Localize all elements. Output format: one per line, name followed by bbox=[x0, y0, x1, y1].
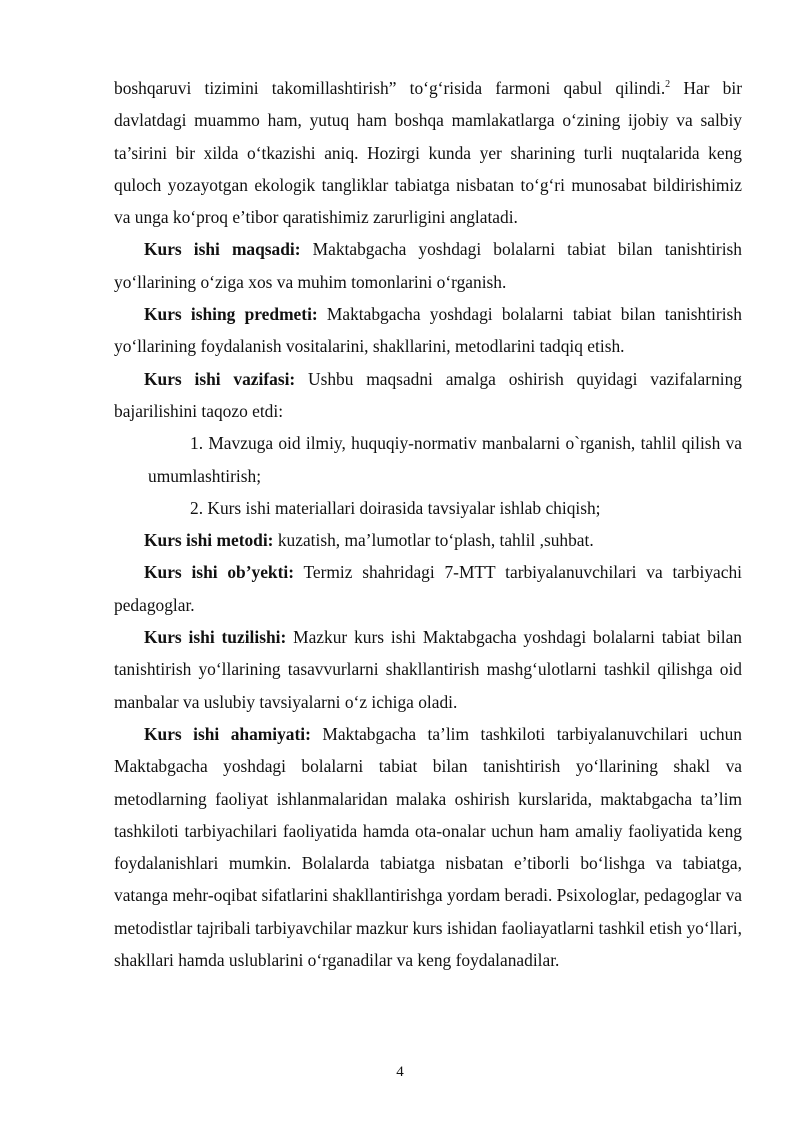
intro-text-cont: Har bir davlatdagi muammo ham, yutuq ham boshqa mamlakatlarga o‘zining ijobiy va salbiy ta’sirini bir xilda o‘tkazishi aniq. Hozirgi kunda yer sharining turli nuqtalarida keng quloch yozayotgan ekologik tangliklar tabiatga nisbatan to‘g‘ri munosabat bildirishimiz va unga ko‘proq e’tibor qaratishimiz zarurligini anglatadi. bbox=[114, 78, 742, 228]
section-obyekti bbox=[114, 556, 742, 621]
intro-text: boshqaruvi tizimini takomillashtirish” to‘g‘risida farmoni qabul qilindi. bbox=[114, 78, 666, 98]
section-text: Maktabgacha yoshdagi bolalarni tabiat bilan tanishtirish yo‘llarining o‘ziga xos va muhim tomonlarini o‘rganish. bbox=[114, 239, 742, 292]
section-label: Kurs ishi ahamiyati: bbox=[144, 723, 311, 744]
section-text: Termiz shahridagi 7-MTT tarbiyalanuvchilari va tarbiyachi pedagoglar. bbox=[114, 562, 742, 615]
section-label: Kurs ishi metodi: bbox=[144, 530, 274, 551]
section-text: Mazkur kurs ishi Maktabgacha yoshdagi bolalarni tabiat bilan tanishtirish yo‘llarining tasavvurlarni shakllantirish mashg‘ulotlarni tashkil qilishga oid manbalar va uslubiy tavsiyalarni o‘z ichiga oladi. bbox=[114, 627, 742, 712]
section-text: Ushbu maqsadni amalga oshirish quyidagi vazifalarning bajarilishini taqozo etdi: bbox=[114, 368, 742, 421]
task-item-2: 2. Kurs ishi materiallari doirasida tavsiyalar ishlab chiqish; bbox=[190, 497, 601, 518]
section-label: Kurs ishi ob’yekti: bbox=[144, 562, 295, 583]
section-predmeti bbox=[114, 298, 742, 363]
intro-paragraph bbox=[114, 72, 742, 233]
section-vazifasi bbox=[114, 363, 742, 428]
section-text: Maktabgacha ta’lim tashkiloti tarbiyalanuvchilari uchun Maktabgacha yoshdagi bolalarni tabiat bilan tanishtirish yo‘llarining shakl va metodlarning faoliyat ishlanmalaridan malaka oshirish kurslarida, maktabgacha ta’lim tashkiloti tarbiyachilari faoliyatida hamda ota-onalar uchun ham amaliy faoliyatida keng foydalanishlari mumkin. Bolalarda tabiatga nisbatan e’tiborli bo‘lishga va tabiatga, vatanga mehr-oqibat sifatlarini shakllantirishga yordam beradi. Psixologlar, pedagoglar va metodistlar tajribali tarbiyavchilar mazkur kurs ishidan faoliayatlarni tashkil etish yo‘llari, shakllari hamda uslublarini o‘rganadilar va keng foydalanadilar. bbox=[114, 723, 742, 971]
document-page bbox=[114, 72, 742, 976]
section-metodi bbox=[114, 524, 742, 556]
section-tuzilishi bbox=[114, 621, 742, 718]
section-label: Kurs ishi tuzilishi: bbox=[144, 627, 287, 648]
section-label: Kurs ishi vazifasi: bbox=[144, 368, 296, 389]
task-item-1: 1. Mavzuga oid ilmiy, huquqiy-normativ manbalarni o`rganish, tahlil qilish va umumlashtirish; bbox=[148, 433, 742, 486]
section-text: kuzatish, ma’lumotlar to‘plash, tahlil ,suhbat. bbox=[273, 530, 594, 551]
footnote-marker: 2 bbox=[665, 79, 671, 91]
section-label: Kurs ishing predmeti: bbox=[144, 304, 318, 325]
section-text: Maktabgacha yoshdagi bolalarni tabiat bilan tanishtirish yo‘llarining foydalanish vositalarini, shakllarini, metodlarini tadqiq etish. bbox=[114, 304, 742, 357]
section-ahamiyati bbox=[114, 718, 742, 976]
section-label: Kurs ishi maqsadi: bbox=[144, 239, 301, 260]
page-number: 4 bbox=[396, 1064, 404, 1080]
section-maqsadi bbox=[114, 233, 742, 298]
